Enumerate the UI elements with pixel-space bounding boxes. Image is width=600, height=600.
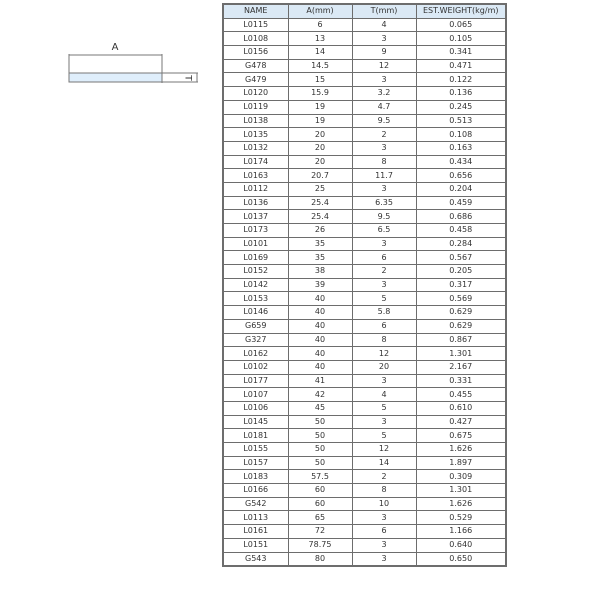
cell-weight: 0.629 (416, 306, 506, 320)
cell-a: 80 (288, 552, 352, 566)
cell-name: L0113 (223, 511, 288, 525)
table-row (223, 360, 506, 374)
cell-name: G479 (223, 73, 288, 87)
cell-name: L0137 (223, 210, 288, 224)
cell-t: 3 (352, 73, 416, 87)
table-row (223, 401, 506, 415)
cell-a: 20.7 (288, 169, 352, 183)
cell-name: L0132 (223, 141, 288, 155)
table-row (223, 18, 506, 32)
cell-weight: 0.867 (416, 333, 506, 347)
cell-name: L0166 (223, 484, 288, 498)
cell-t: 2 (352, 128, 416, 142)
cell-name: L0162 (223, 347, 288, 361)
cell-name: L0138 (223, 114, 288, 128)
table-row (223, 278, 506, 292)
table-row (223, 292, 506, 306)
cell-a: 57.5 (288, 470, 352, 484)
cell-name: L0102 (223, 360, 288, 374)
cell-weight: 0.675 (416, 429, 506, 443)
cell-name: L0169 (223, 251, 288, 265)
cell-name: L0163 (223, 169, 288, 183)
cell-t: 9.5 (352, 114, 416, 128)
cell-a: 20 (288, 141, 352, 155)
cell-weight: 0.569 (416, 292, 506, 306)
table-row (223, 347, 506, 361)
cell-a: 45 (288, 401, 352, 415)
cell-t: 2 (352, 265, 416, 279)
cell-name: L0174 (223, 155, 288, 169)
cell-a: 35 (288, 251, 352, 265)
table-row (223, 73, 506, 87)
cell-t: 4 (352, 18, 416, 32)
cell-weight: 0.640 (416, 538, 506, 552)
table-row (223, 224, 506, 238)
cell-weight: 0.205 (416, 265, 506, 279)
cell-t: 10 (352, 497, 416, 511)
bar-section (69, 73, 162, 82)
cell-t: 6 (352, 319, 416, 333)
cell-t: 4.7 (352, 100, 416, 114)
cell-a: 20 (288, 128, 352, 142)
cell-name: G478 (223, 59, 288, 73)
cell-name: L0153 (223, 292, 288, 306)
cell-a: 25.4 (288, 210, 352, 224)
cell-weight: 0.122 (416, 73, 506, 87)
cell-a: 40 (288, 360, 352, 374)
table-row (223, 210, 506, 224)
cell-name: L0146 (223, 306, 288, 320)
cell-weight: 1.301 (416, 484, 506, 498)
table-row (223, 319, 506, 333)
table-row (223, 265, 506, 279)
cell-name: G659 (223, 319, 288, 333)
table-header-row (223, 4, 506, 18)
cell-a: 60 (288, 497, 352, 511)
cell-a: 78.75 (288, 538, 352, 552)
cell-name: L0142 (223, 278, 288, 292)
cell-t: 3 (352, 32, 416, 46)
cell-weight: 1.626 (416, 443, 506, 457)
cell-t: 20 (352, 360, 416, 374)
table-row (223, 169, 506, 183)
cell-name: L0173 (223, 224, 288, 238)
header-t: T(mm) (352, 4, 416, 18)
table-row (223, 196, 506, 210)
table-row (223, 114, 506, 128)
cell-t: 12 (352, 347, 416, 361)
cell-name: L0161 (223, 525, 288, 539)
cell-weight: 0.245 (416, 100, 506, 114)
cell-weight: 0.317 (416, 278, 506, 292)
cell-name: L0107 (223, 388, 288, 402)
cell-a: 42 (288, 388, 352, 402)
cell-t: 8 (352, 155, 416, 169)
table-row (223, 456, 506, 470)
cell-weight: 2.167 (416, 360, 506, 374)
cell-t: 3 (352, 538, 416, 552)
table-row (223, 525, 506, 539)
cell-t: 14 (352, 456, 416, 470)
cell-a: 20 (288, 155, 352, 169)
table-row (223, 333, 506, 347)
table-row (223, 429, 506, 443)
cell-a: 50 (288, 415, 352, 429)
cell-weight: 0.529 (416, 511, 506, 525)
cell-weight: 1.166 (416, 525, 506, 539)
cell-t: 3.2 (352, 87, 416, 101)
cell-a: 39 (288, 278, 352, 292)
cell-t: 3 (352, 278, 416, 292)
cell-t: 3 (352, 552, 416, 566)
cell-t: 8 (352, 484, 416, 498)
cell-a: 25.4 (288, 196, 352, 210)
cell-a: 60 (288, 484, 352, 498)
weight-table (222, 3, 507, 567)
cell-weight: 0.309 (416, 470, 506, 484)
table-row (223, 182, 506, 196)
cell-t: 6.35 (352, 196, 416, 210)
cell-name: G327 (223, 333, 288, 347)
cell-name: L0106 (223, 401, 288, 415)
cell-name: L0145 (223, 415, 288, 429)
cell-a: 14 (288, 46, 352, 60)
cell-weight: 0.204 (416, 182, 506, 196)
cell-a: 41 (288, 374, 352, 388)
profile-diagram (68, 40, 208, 90)
cell-name: L0157 (223, 456, 288, 470)
cell-t: 6 (352, 525, 416, 539)
cell-t: 11.7 (352, 169, 416, 183)
cell-weight: 0.331 (416, 374, 506, 388)
cell-name: L0183 (223, 470, 288, 484)
cell-name: L0115 (223, 18, 288, 32)
table-row (223, 128, 506, 142)
cell-weight: 0.458 (416, 224, 506, 238)
cell-a: 35 (288, 237, 352, 251)
cell-a: 50 (288, 429, 352, 443)
cell-weight: 1.897 (416, 456, 506, 470)
cell-a: 40 (288, 292, 352, 306)
cell-a: 40 (288, 333, 352, 347)
cell-a: 13 (288, 32, 352, 46)
cell-a: 65 (288, 511, 352, 525)
cell-weight: 0.065 (416, 18, 506, 32)
cell-name: G542 (223, 497, 288, 511)
cell-t: 5.8 (352, 306, 416, 320)
cell-name: L0181 (223, 429, 288, 443)
table-row (223, 59, 506, 73)
dimension-t-label: T (182, 75, 193, 81)
table-row (223, 100, 506, 114)
header-a: A(mm) (288, 4, 352, 18)
cell-t: 3 (352, 182, 416, 196)
cell-a: 40 (288, 319, 352, 333)
cell-t: 9 (352, 46, 416, 60)
cell-a: 72 (288, 525, 352, 539)
cell-weight: 0.284 (416, 237, 506, 251)
cell-name: L0177 (223, 374, 288, 388)
cell-t: 3 (352, 374, 416, 388)
cell-t: 5 (352, 429, 416, 443)
cell-weight: 0.427 (416, 415, 506, 429)
cell-t: 6 (352, 251, 416, 265)
cell-weight: 0.108 (416, 128, 506, 142)
cell-weight: 0.513 (416, 114, 506, 128)
cell-name: G543 (223, 552, 288, 566)
flat-bar-cross-section (68, 40, 208, 90)
cell-t: 12 (352, 443, 416, 457)
cell-name: L0152 (223, 265, 288, 279)
cell-a: 19 (288, 100, 352, 114)
cell-name: L0120 (223, 87, 288, 101)
header-name: NAME (223, 4, 288, 18)
table-row (223, 155, 506, 169)
cell-a: 15.9 (288, 87, 352, 101)
table-row (223, 538, 506, 552)
cell-name: L0112 (223, 182, 288, 196)
cell-weight: 0.567 (416, 251, 506, 265)
table-row (223, 511, 506, 525)
table-row (223, 484, 506, 498)
cell-a: 15 (288, 73, 352, 87)
cell-t: 3 (352, 415, 416, 429)
cell-name: L0156 (223, 46, 288, 60)
cell-weight: 0.686 (416, 210, 506, 224)
table-row (223, 87, 506, 101)
table-row (223, 141, 506, 155)
cell-name: L0101 (223, 237, 288, 251)
cell-weight: 0.629 (416, 319, 506, 333)
cell-name: L0136 (223, 196, 288, 210)
cell-a: 50 (288, 456, 352, 470)
table-row (223, 552, 506, 566)
cell-weight: 0.105 (416, 32, 506, 46)
table-row (223, 497, 506, 511)
cell-weight: 1.301 (416, 347, 506, 361)
table-row (223, 415, 506, 429)
cell-t: 8 (352, 333, 416, 347)
cell-a: 40 (288, 306, 352, 320)
cell-weight: 0.459 (416, 196, 506, 210)
cell-t: 3 (352, 237, 416, 251)
cell-t: 3 (352, 141, 416, 155)
cell-weight: 0.656 (416, 169, 506, 183)
cell-weight: 0.650 (416, 552, 506, 566)
table-row (223, 470, 506, 484)
cell-t: 6.5 (352, 224, 416, 238)
cell-a: 19 (288, 114, 352, 128)
cell-name: L0119 (223, 100, 288, 114)
table-row (223, 374, 506, 388)
cell-a: 6 (288, 18, 352, 32)
cell-weight: 0.136 (416, 87, 506, 101)
cell-name: L0135 (223, 128, 288, 142)
cell-a: 50 (288, 443, 352, 457)
cell-name: L0108 (223, 32, 288, 46)
cell-t: 4 (352, 388, 416, 402)
cell-a: 14.5 (288, 59, 352, 73)
cell-t: 5 (352, 401, 416, 415)
cell-name: L0155 (223, 443, 288, 457)
cell-name: L0151 (223, 538, 288, 552)
cell-a: 26 (288, 224, 352, 238)
cell-t: 12 (352, 59, 416, 73)
table-row (223, 388, 506, 402)
cell-weight: 0.434 (416, 155, 506, 169)
table-row (223, 237, 506, 251)
cell-t: 9.5 (352, 210, 416, 224)
cell-weight: 0.163 (416, 141, 506, 155)
cell-t: 2 (352, 470, 416, 484)
cell-t: 3 (352, 511, 416, 525)
table-row (223, 306, 506, 320)
table-row (223, 443, 506, 457)
cell-a: 40 (288, 347, 352, 361)
table-row (223, 251, 506, 265)
cell-weight: 0.455 (416, 388, 506, 402)
cell-t: 5 (352, 292, 416, 306)
dimension-a-label: A (111, 42, 119, 53)
cell-a: 25 (288, 182, 352, 196)
table-row (223, 32, 506, 46)
cell-weight: 0.341 (416, 46, 506, 60)
cell-weight: 0.471 (416, 59, 506, 73)
table-row (223, 46, 506, 60)
cell-weight: 0.610 (416, 401, 506, 415)
header-weight: EST.WEIGHT(kg/m) (416, 4, 506, 18)
cell-a: 38 (288, 265, 352, 279)
cell-weight: 1.626 (416, 497, 506, 511)
